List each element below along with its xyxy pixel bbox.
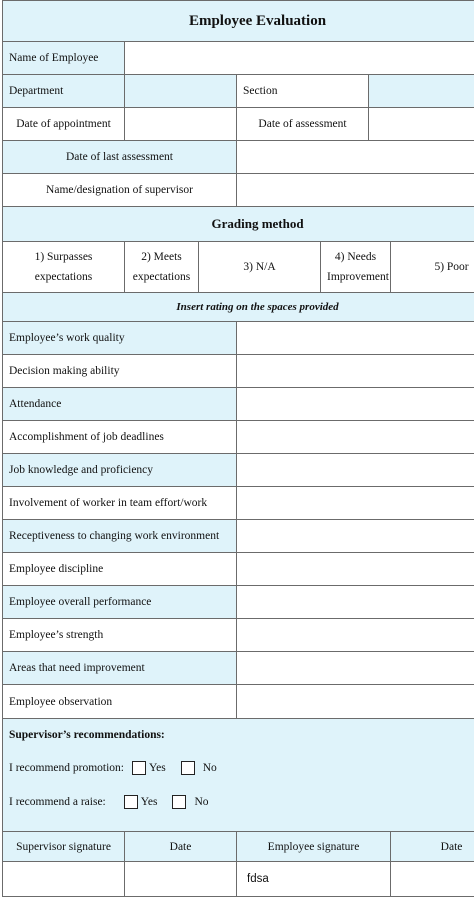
criterion-label: Receptiveness to changing work environment [3,520,237,553]
criterion-rating-field[interactable] [237,355,474,388]
date-of-last-assessment-label: Date of last assessment [3,141,237,174]
criterion-label: Job knowledge and proficiency [3,454,237,487]
criterion-rating-field[interactable] [237,685,474,719]
grade-option-surpasses [3,242,125,293]
promotion-no-checkbox[interactable] [181,761,195,775]
grade-option-label: 3) N/A [243,261,276,273]
criterion-label: Employee observation [3,685,237,719]
date-of-appointment-field[interactable] [125,108,237,141]
grade-option-label: 4) Needs [334,251,377,263]
criterion-rating-field[interactable] [237,421,474,454]
criterion-label: Employee discipline [3,553,237,586]
criterion-label: Accomplishment of job deadlines [3,421,237,454]
criterion-label: Employee’s strength [3,619,237,652]
grade-option-label: 5) Poor [434,261,469,273]
criterion-rating-field[interactable] [237,487,474,520]
rating-instruction: Insert rating on the spaces provided [3,293,474,322]
raise-no-option[interactable] [172,795,208,809]
raise-yes-option[interactable] [124,795,158,809]
criterion-rating-field[interactable] [237,520,474,553]
no-label: No [194,796,209,808]
supervisor-recommendations [3,719,474,832]
criterion-rating-field[interactable] [237,619,474,652]
date-header: Date [391,832,474,862]
date-of-assessment-label: Date of assessment [237,108,369,141]
supervisor-label: Name/designation of supervisor [3,174,237,207]
criterion-rating-field[interactable] [237,586,474,619]
criterion-rating-field[interactable] [237,553,474,586]
recommendations-heading: Supervisor’s recommendations: [9,729,165,741]
date-of-last-assessment-field[interactable] [237,141,474,174]
promotion-label: I recommend promotion: [9,762,124,774]
grade-option-na [199,242,321,293]
raise-yes-checkbox[interactable] [124,795,138,809]
employee-signature-field[interactable]: fdsa [237,862,391,897]
grading-method-heading: Grading method [3,207,474,242]
criterion-rating-field[interactable] [237,388,474,421]
grade-option-label: expectations [34,271,93,283]
grade-option-label: Improvement [327,271,389,283]
criterion-label: Employee overall performance [3,586,237,619]
grade-option-needs-improvement [321,242,391,293]
yes-label: Yes [148,762,166,774]
employee-evaluation-form [2,0,472,897]
supervisor-signature-header: Supervisor signature [3,832,125,862]
criterion-label: Employee’s work quality [3,322,237,355]
department-field[interactable] [125,75,237,108]
no-label: No [202,762,217,774]
evaluation-table [2,0,474,897]
date-of-assessment-field[interactable] [369,108,474,141]
raise-label: I recommend a raise: [9,796,106,808]
section-field[interactable] [369,75,474,108]
employee-signature-header: Employee signature [237,832,391,862]
criterion-rating-field[interactable] [237,322,474,355]
yes-label: Yes [140,796,158,808]
criterion-label: Attendance [3,388,237,421]
criterion-label: Decision making ability [3,355,237,388]
date-header: Date [125,832,237,862]
supervisor-date-field[interactable] [125,862,237,897]
grade-option-label: 1) Surpasses [34,251,93,263]
supervisor-field[interactable] [237,174,474,207]
date-of-appointment-label: Date of appointment [3,108,125,141]
promotion-recommendation [9,761,474,775]
grade-option-meets [125,242,199,293]
criterion-rating-field[interactable] [237,454,474,487]
name-of-employee-field[interactable] [125,42,474,75]
grade-option-poor [391,242,474,293]
employee-date-field[interactable] [391,862,474,897]
promotion-yes-option[interactable] [132,761,166,775]
criterion-rating-field[interactable] [237,652,474,685]
raise-no-checkbox[interactable] [172,795,186,809]
name-of-employee-label: Name of Employee [3,42,125,75]
supervisor-signature-field[interactable] [3,862,125,897]
raise-recommendation [9,795,474,809]
grade-option-label: 2) Meets [141,251,182,263]
section-label: Section [237,75,369,108]
grade-option-label: expectations [132,271,191,283]
promotion-no-option[interactable] [181,761,217,775]
department-label: Department [3,75,125,108]
form-title: Employee Evaluation [3,1,474,42]
criterion-label: Areas that need improvement [3,652,237,685]
promotion-yes-checkbox[interactable] [132,761,146,775]
criterion-label: Involvement of worker in team effort/work [3,487,237,520]
